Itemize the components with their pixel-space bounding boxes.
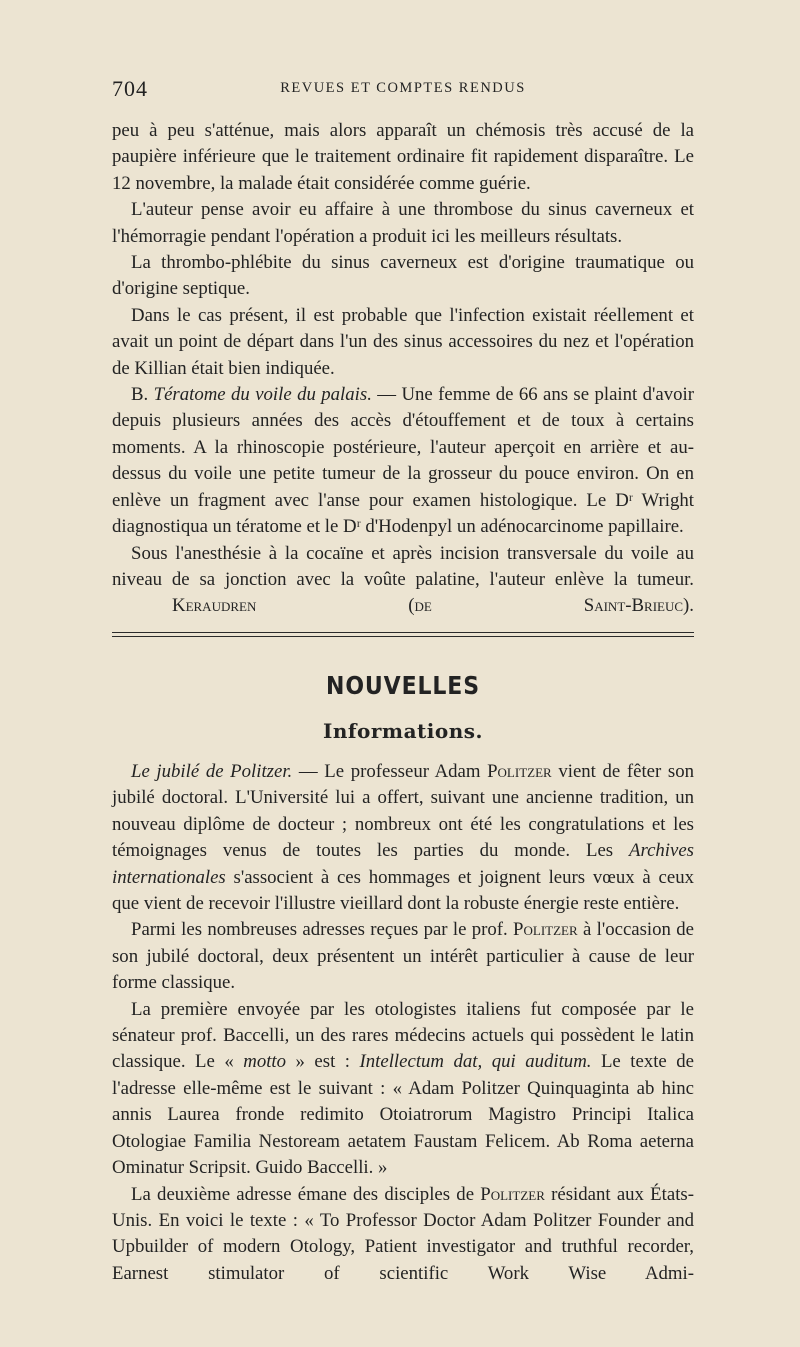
person-name: Politzer — [480, 1183, 545, 1205]
news-title: Le jubilé de Politzer. — [131, 761, 293, 782]
section-title: NOUVELLES — [326, 671, 480, 700]
news-text: La deuxième adresse émane des disciples de — [131, 1183, 481, 1205]
news-text: Parmi les nombreuses adresses reçues par le prof. — [131, 919, 514, 941]
news-section — [112, 759, 694, 1287]
top-section — [112, 118, 694, 620]
paragraph-1: peu à peu s'atténue, mais alors apparaît un chémosis très accusé de la paupière inférieure que le traitement ordinaire fit rapidement disparaître. Le 12 novembre, la malade était considérée comme guérie. — [112, 120, 694, 194]
paragraph-6 — [112, 541, 694, 620]
latin-quote: Intellectum dat, qui auditum. — [359, 1051, 592, 1073]
news-text: à l'occasion de son jubilé doctoral, deux présentent un intérêt particulier à cause de leur forme classique. — [112, 919, 694, 994]
paragraph-5 — [112, 382, 694, 540]
paragraph-4: Dans le cas présent, il est probable que l'infection existait réellement et avait un point de départ dans l'un des sinus accessoires du nez et l'opération de Killian était bien indiquée. — [112, 304, 694, 379]
news-paragraph-3 — [112, 997, 694, 1182]
news-paragraph-2 — [112, 917, 694, 996]
page-number: 704 — [112, 76, 148, 101]
divider-line — [112, 632, 694, 633]
author-signature: Keraudren (de Saint-Brieuc). — [172, 595, 694, 617]
case-text: — Une femme de 66 ans se plaint d'avoir depuis plusieurs années des accès d'étouffement et de toux à certains moments. A la rhinoscopie postérieure, l'auteur aperçoit en arrière et au-dessus du voile une petite tumeur de la grosseur du pouce environ. On en enlève un fragment avec l'anse pour examen histologique. Le Dʳ Wright diagnostiqua un tératome et le Dʳ d'Hodenpyl un adénocarcinome papillaire. — [112, 384, 694, 538]
news-text: La première envoyée par les otologistes italiens fut composée par le sénateur prof. Baccelli, un des rares médecins actuels qui possèdent le latin classique. Le « — [112, 998, 694, 1073]
news-paragraph-1 — [112, 759, 694, 917]
section-subtitle: Informations. — [323, 719, 483, 743]
news-text: résidant aux États-Unis. En voici le texte : « To Professor Doctor Adam Politzer Founder and Upbuilder of modern Otology, Patient investigator and truthful recorder, Earnest stimulator of scientific Work Wise Admi- — [112, 1183, 694, 1284]
news-text: s'associent à ces hommages et joignent leurs vœux à ceux que vient de recevoir l'illustre vieillard dont la robuste énergie reste entière. — [112, 866, 694, 915]
journal-name: Archives internationales — [112, 840, 694, 888]
news-text: — Le professeur Adam — [292, 761, 488, 782]
motto-word: motto — [243, 1051, 287, 1073]
divider-line — [112, 636, 694, 637]
news-text: » est : — [286, 1051, 360, 1073]
running-title: REVUES ET COMPTES RENDUS — [280, 80, 526, 96]
news-paragraph-4 — [112, 1182, 694, 1288]
paragraph-2: L'auteur pense avoir eu affaire à une thrombose du sinus caverneux et l'hémorragie pendant l'opération a produit ici les meilleurs résultats. — [112, 199, 694, 247]
person-name: Politzer — [487, 761, 552, 782]
case-title: Tératome du voile du palais. — [153, 384, 372, 406]
running-head — [112, 76, 694, 104]
case-letter: B. — [131, 384, 149, 406]
section-divider — [112, 632, 694, 637]
person-name: Politzer — [513, 919, 578, 941]
news-text: Le texte de l'adresse elle-même est le suivant : « Adam Politzer Quinquaginta ab hinc annis Laurea fronde redimito Otoiatrorum Magistro Principi Italica Otologiae Familia Nestoream aetatem Faustam Felicem. Ab Roma aeterna Ominatur Scripsit. Guido Baccelli. » — [112, 1051, 694, 1179]
paragraph-6-text: Sous l'anesthésie à la cocaïne et après incision transversale du voile au niveau de sa jonction avec la voûte palatine, l'auteur enlève la tumeur. — [112, 542, 694, 590]
paragraph-3: La thrombo-phlébite du sinus caverneux est d'origine traumatique ou d'origine septique. — [112, 252, 694, 300]
news-text: vient de fêter son jubilé doctoral. L'Université lui a offert, suivant une ancienne tradition, un nouveau diplôme de docteur ; nombreux ont été les congratulations et les témoignages venus de toutes les parties du monde. Les — [112, 761, 694, 862]
